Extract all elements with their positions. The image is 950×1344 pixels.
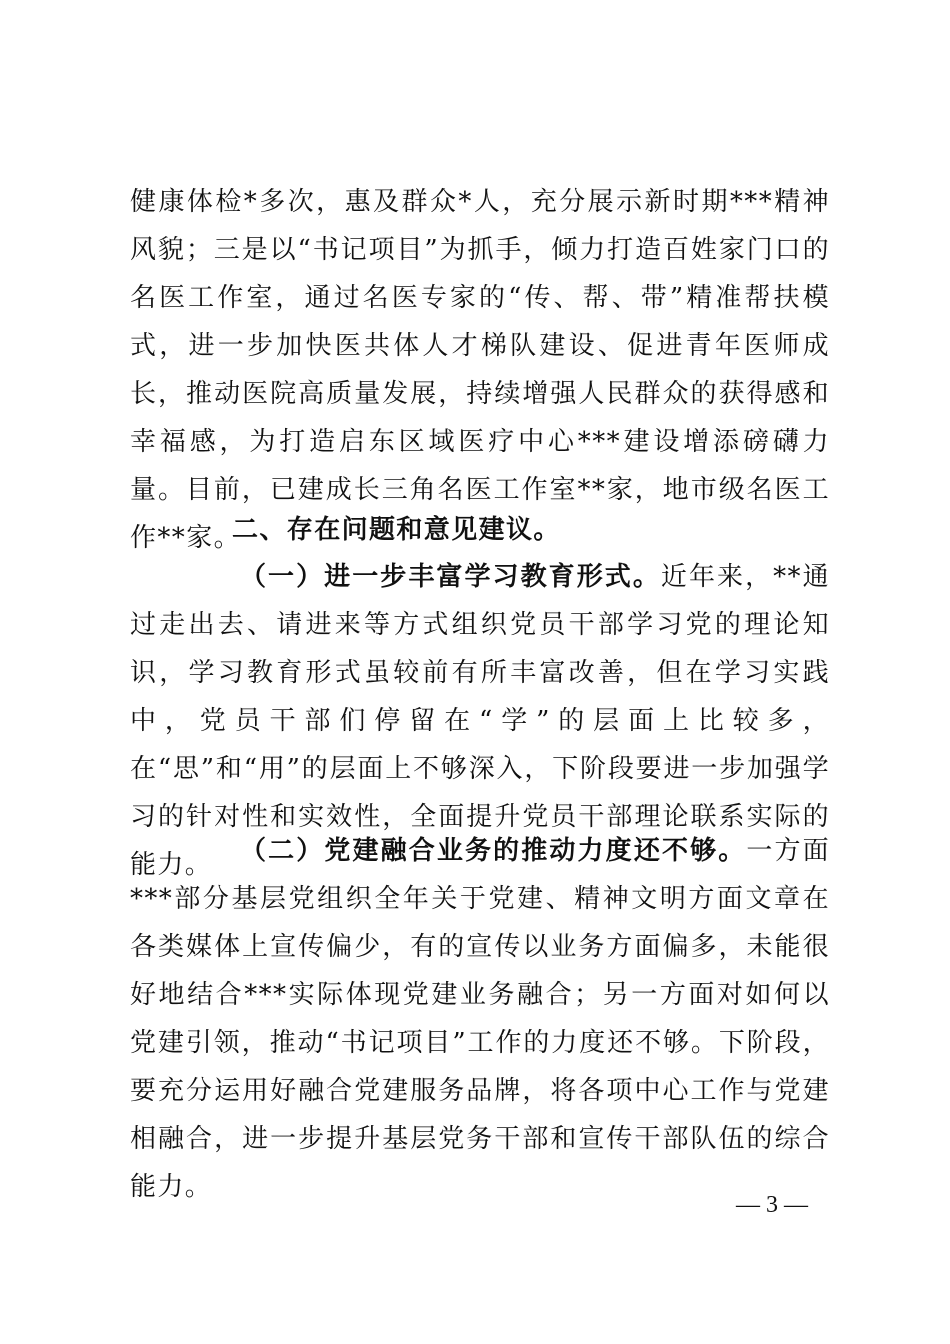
body-paragraph-continued: 健康体检*多次，惠及群众*人，充分展示新时期***精神风貌；三是以“书记项目”为抓手，倾力打造百姓家门口的名医工作室，通过名医专家的“传、帮、带”精准帮扶模式，进一步加快医共体人才梯队建设、促进青年医师成长，推动医院高质量发展，持续增强人民群众的获得感和幸福感，为打造启东区域医疗中心***建设增添磅礴力量。目前，已建成长三角名医工作室**家，地市级名医工作**家。 bbox=[130, 187, 830, 553]
item-paragraph-2 bbox=[130, 827, 830, 1211]
item-1-body: 近年来，**通过走出去、请进来等方式组织党员干部学习党的理论知识，学习教育形式虽较前有所丰富改善，但在学习实践中，党员干部们停留在“学”的层面上比较多，在“思”和“用”的层面上不够深入，下阶段要进一步加强学习的针对性和实效性，全面提升党员干部理论联系实际的能力。 bbox=[130, 562, 830, 880]
item-2-body: 一方面***部分基层党组织全年关于党建、精神文明方面文章在各类媒体上宣传偏少，有的宣传以业务方面偏多，未能很好地结合***实际体现党建业务融合；另一方面对如何以党建引领，推动“书记项目”工作的力度还不够。下阶段，要充分运用好融合党建服务品牌，将各项中心工作与党建相融合，进一步提升基层党务干部和宣传干部队伍的综合能力。 bbox=[130, 836, 831, 1202]
item-2-lead: （二）党建融合业务的推动力度还不够。 bbox=[240, 836, 747, 866]
item-1-lead: （一）进一步丰富学习教育形式。 bbox=[240, 562, 661, 592]
page-number: — 3 — bbox=[736, 1192, 808, 1218]
section-heading: 二、存在问题和意见建议。 bbox=[232, 515, 561, 545]
